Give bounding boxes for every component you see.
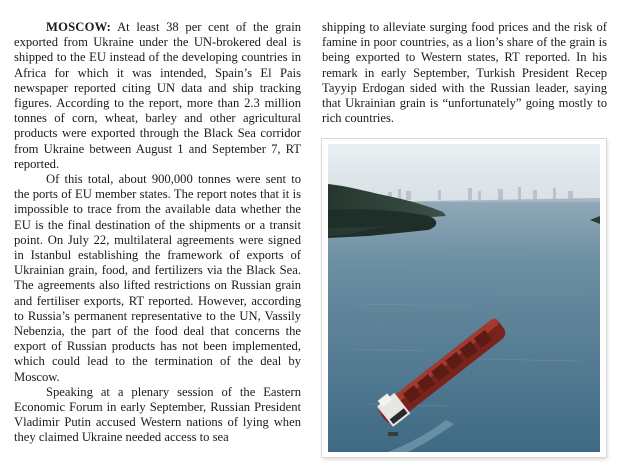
cargo-ship-photo	[328, 144, 600, 452]
article-photo-frame	[322, 139, 606, 457]
paragraph-2: Of this total, about 900,000 tonnes were sent to the ports of EU member states. The report notes that it is impossible to trace from the available data whether the EU is the final destination of the shipments or a transit point. On July 22, multilateral agreements were signed in Istanbul establishing the framework of exports of Ukrainian grain, food, and fertilizers via the Black Sea. The agreements also lifted restrictions on Russian grain and fertiliser exports, RT reported. However, according to Russia’s permanent representative to the UN, Vassily Nebenzia, the part of the food deal that concerns the export of Russian products has not been implemented, which could lead to the termination of the deal by Moscow.	[14, 172, 301, 384]
paragraph-1-text: At least 38 per cent of the grain exported from Ukraine under the UN-brokered deal is shipped to the EU instead of the developing countries in Africa for which it was intended, Spain’s El Pais newspaper reported citing UN data and ship tracking figures. According to the report, more than 2.3 million tonnes of corn, wheat, barley and other agricultural products were exported through the Black Sea corridor from Ukraine between August 1 and September 7, RT reported.	[14, 20, 301, 171]
dateline: MOSCOW:	[46, 20, 112, 34]
cargo-ship-image	[328, 144, 600, 452]
paragraph-3-continued: shipping to alleviate surging food prices and the risk of famine in poor countries, as a lion’s share of the grain is being exported to Western states, RT reported. In his remark in early September, Turkish President Recep Tayyip Erdogan sided with the Russian leader, saying that Ukrainian grain is “unfortunately” going mostly to rich countries.	[322, 20, 607, 126]
article-column-right	[322, 20, 607, 126]
paragraph-3: Speaking at a plenary session of the Eastern Economic Forum in early September, Russian President Vladimir Putin accused Western nations of lying when they claimed Ukraine needed access to sea	[14, 384, 301, 445]
article-column-left	[14, 20, 301, 446]
paragraph-1	[14, 20, 301, 172]
